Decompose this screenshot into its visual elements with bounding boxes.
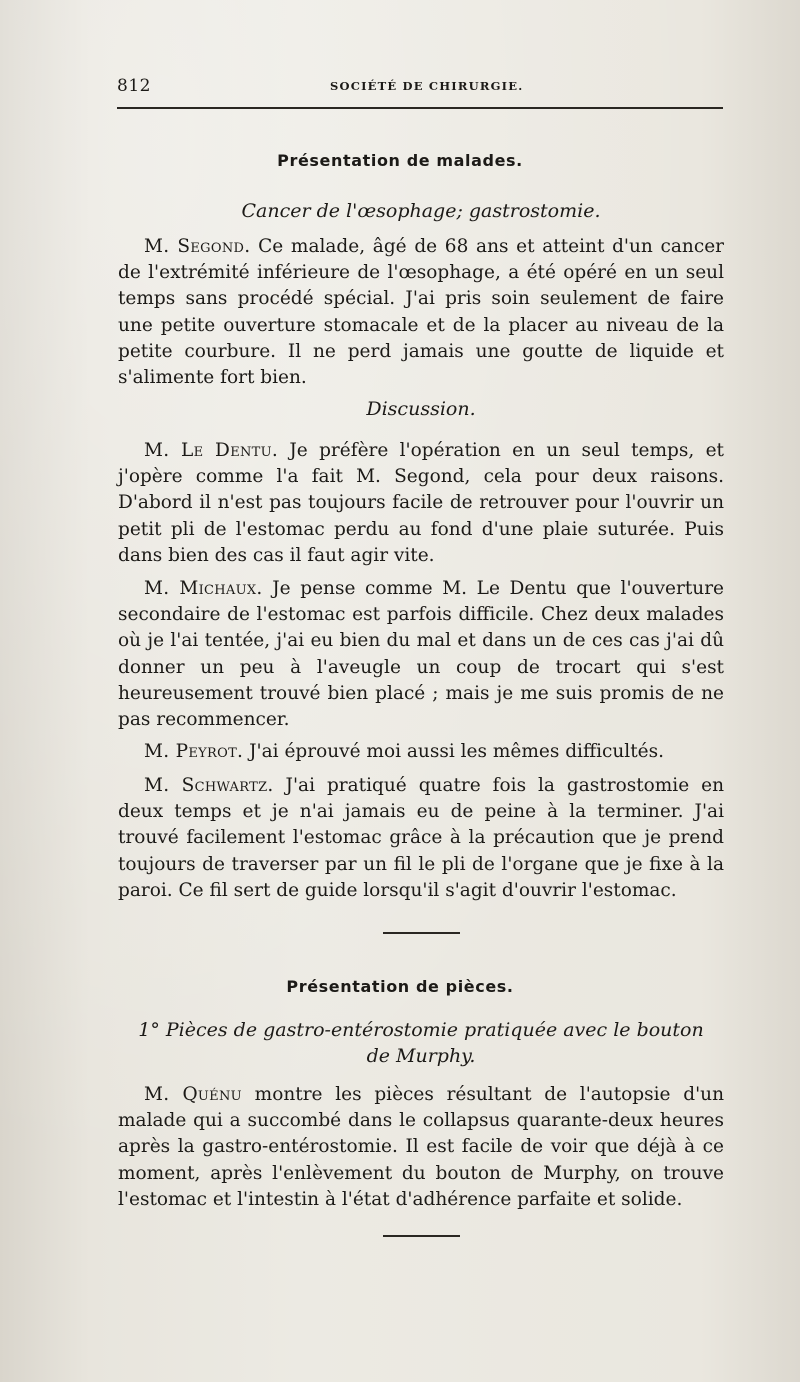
speaker-name: M. Schwartz. xyxy=(144,775,274,796)
speaker-name: M. Le Dentu. xyxy=(144,440,279,461)
paragraph-text: Je préfère l'opération en un seul temps, et j'opère comme l'a fait M. Segond, cela pour deux raisons. D'abord il n'est pas toujours facile de retrouver pour l'ouvrir un petit pli de l'estomac perdu au fond d'une plaie suturée. Puis dans bien des cas il faut agir vite. xyxy=(118,440,724,566)
paragraph-peyrot xyxy=(118,739,724,765)
section-heading-malades: Présentation de malades. xyxy=(277,151,523,170)
separator-rule xyxy=(383,932,460,934)
journal-title: SOCIÉTÉ DE CHIRURGIE. xyxy=(330,79,524,93)
page-number: 812 xyxy=(117,76,151,96)
paragraph-segond xyxy=(118,234,724,391)
discussion-heading: Discussion. xyxy=(366,398,476,420)
paragraph-text: montre les pièces résultant de l'autopsie d'un malade qui a succombé dans le collapsus quarante-deux heures après la gastro-entérostomie. Il est facile de voir que déjà à ce moment, après l'enlèvement du bouton de Murphy, on trouve l'estomac et l'intestin à l'état d'adhérence parfaite et solide. xyxy=(118,1084,724,1210)
header-rule xyxy=(117,107,723,109)
separator-rule-bottom xyxy=(383,1235,460,1237)
paragraph-michaux xyxy=(118,576,724,733)
paragraph-text: Ce malade, âgé de 68 ans et atteint d'un cancer de l'extrémité inférieure de l'œsophage, a été opéré en un seul temps sans procédé spécial. J'ai pris soin seulement de faire une petite ouverture stomacale et de la placer au niveau de la petite courbure. Il ne perd jamais une goutte de liquide et s'alimente fort bien. xyxy=(118,236,724,389)
speaker-name: M. Michaux. xyxy=(144,578,263,599)
paragraph-text: J'ai pratiqué quatre fois la gastrostomie en deux temps et je n'ai jamais eu de peine à la terminer. J'ai trouvé facilement l'estomac grâce à la précaution que je prend toujours de traverser par un fil le pli de l'organe que je fixe à la paroi. Ce fil sert de guide lorsqu'il s'agit d'ouvrir l'estomac. xyxy=(118,775,724,901)
paragraph-le-dentu xyxy=(118,438,724,569)
subheading-oesophage: Cancer de l'œsophage; gastrostomie. xyxy=(241,200,601,222)
subheading-murphy-line2: de Murphy. xyxy=(366,1045,476,1067)
paragraph-text: Je pense comme M. Le Dentu que l'ouverture secondaire de l'estomac est parfois difficile. Chez deux malades où je l'ai tentée, j'ai eu bien du mal et dans un de ces cas j'ai dû donner un peu à l'aveugle un coup de trocart qui s'est heureusement trouvé bien placé ; mais je me suis promis de ne pas recommencer. xyxy=(118,578,724,731)
speaker-name: M. Segond. xyxy=(144,236,251,257)
speaker-name: M. Quénu xyxy=(144,1084,242,1105)
running-head xyxy=(117,76,723,98)
paragraph-text: J'ai éprouvé moi aussi les mêmes difficultés. xyxy=(243,741,664,762)
paragraph-quenu xyxy=(118,1082,724,1213)
paragraph-schwartz xyxy=(118,773,724,904)
subheading-murphy-line1: 1° Pièces de gastro-entérostomie pratiquée avec le bouton xyxy=(138,1019,704,1041)
section-heading-pieces: Présentation de pièces. xyxy=(286,977,514,996)
speaker-name: M. Peyrot. xyxy=(144,741,244,762)
